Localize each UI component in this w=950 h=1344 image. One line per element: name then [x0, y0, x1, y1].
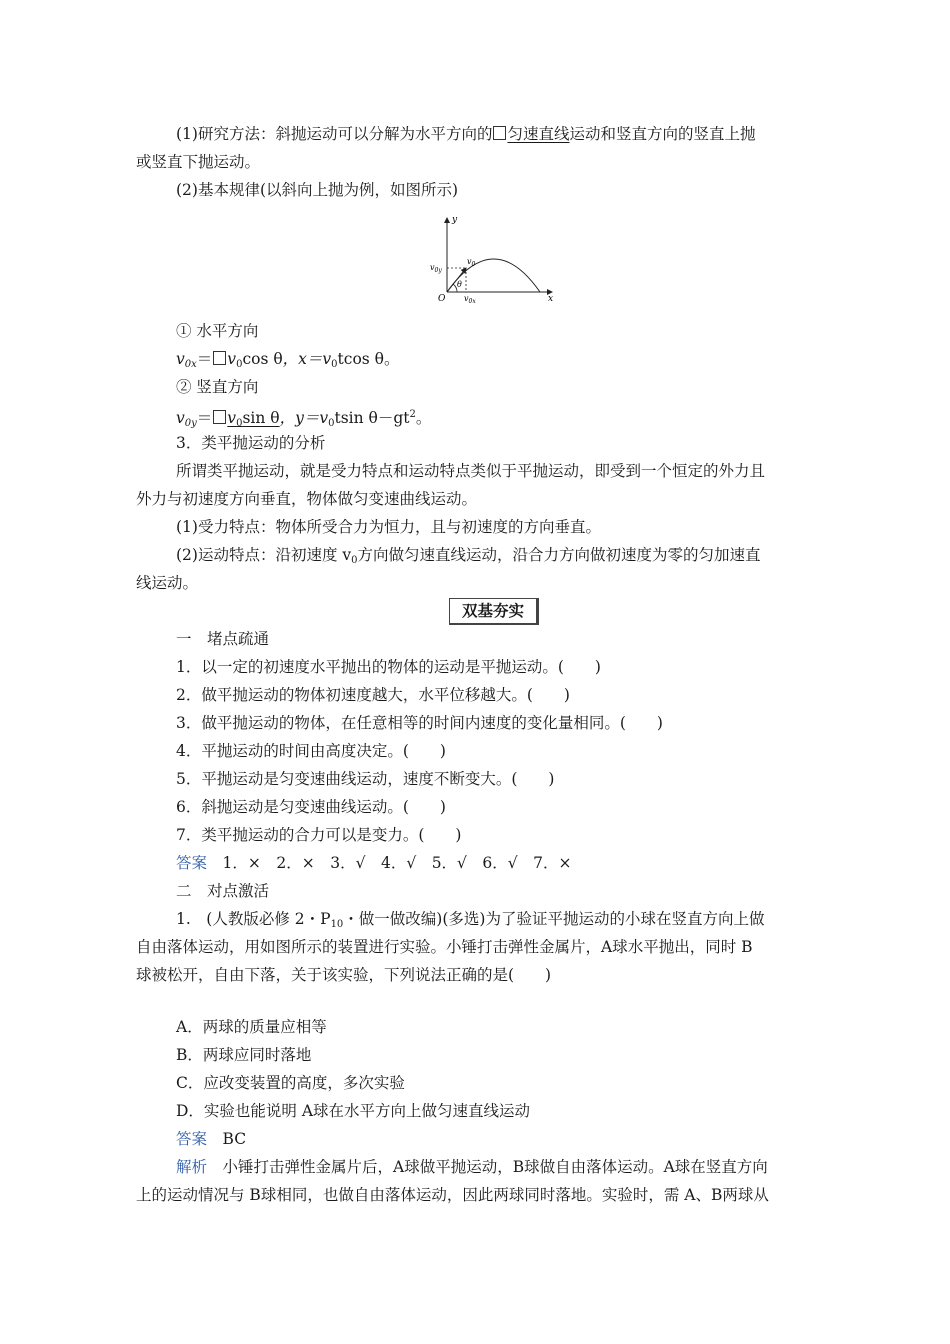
- section3-p1-line2: 外力与初速度方向垂直，物体做匀变速曲线运动。: [136, 490, 478, 508]
- list-item: 4．平抛运动的时间由高度决定。( ): [176, 742, 446, 760]
- q1-line1: 1. (人教版必修 2・$P_{10}$・做一做改编)(多选)为了验证平抛运动的小球在竖直方向上做: [176, 910, 765, 930]
- section3-p3-line2: 线运动。: [136, 574, 199, 592]
- section-title-box: 双基夯实: [449, 598, 539, 625]
- fill-blank-box: [213, 410, 226, 424]
- analysis-line1: 解析 小锤打击弹性金属片后，A球做平抛运动，B球做自由落体运动。A球在竖直方向: [176, 1158, 768, 1176]
- part1-heading: 一 堵点疏通: [176, 630, 270, 648]
- section3-p3-line1: (2)运动特点：沿初速度 $v_0$方向做匀速直线运动，沿合力方向做初速度为零的匀加速直: [176, 546, 761, 566]
- label-x: x: [548, 294, 554, 304]
- answer-label: 答案: [176, 1130, 208, 1148]
- section3-p1-line1: 所谓类平抛运动，就是受力特点和运动特点类似于平抛运动，即受到一个恒定的外力且: [176, 462, 766, 480]
- list-item: 6．斜抛运动是匀变速曲线运动。( ): [176, 798, 446, 816]
- analysis-label: 解析: [176, 1158, 208, 1176]
- part2-heading: 二 对点激活: [176, 882, 270, 900]
- section3-title: 3．类平抛运动的分析: [176, 434, 326, 452]
- answer-label: 答案: [176, 854, 208, 872]
- option-c: C．应改变装置的高度，多次实验: [176, 1074, 405, 1092]
- option-d: D．实验也能说明 A球在水平方向上做匀速直线运动: [176, 1102, 531, 1120]
- research-method-line1: (1)研究方法：斜抛运动可以分解为水平方向的 匀速直线运动和竖直方向的竖直上抛: [176, 125, 756, 143]
- horizontal-title: ① 水平方向: [176, 322, 259, 340]
- part1-answer: 答案 1．× 2．× 3．√ 4．√ 5．√ 6．√ 7．×: [176, 854, 572, 872]
- fill-blank-box: [493, 126, 506, 140]
- list-item: 3．做平抛运动的物体，在任意相等的时间内速度的变化量相同。( ): [176, 714, 663, 732]
- vertical-equation: $v_{0y}= v_0\sin$ θ，$y=v_0tsin$ $\theta-gt^2$。: [176, 409, 432, 429]
- label-v0: $v_0$: [467, 257, 476, 268]
- projectile-diagram: [428, 212, 568, 304]
- research-method-line2: 或竖直下抛运动。: [136, 153, 261, 171]
- list-item: 1．以一定的初速度水平抛出的物体的运动是平抛运动。( ): [176, 658, 601, 676]
- q1-line2: 自由落体运动，用如图所示的装置进行实验。小锤打击弹性金属片，A球水平抛出，同时 B: [136, 938, 753, 956]
- horizontal-equation: $v_{0x}= v_0\cos$ θ，$x=v_0tcos$ θ。: [176, 350, 400, 370]
- label-theta: θ: [457, 280, 462, 289]
- list-item: 5．平抛运动是匀变速曲线运动，速度不断变大。( ): [176, 770, 555, 788]
- option-b: B．两球应同时落地: [176, 1046, 312, 1064]
- label-v0x: $v_{0x}$: [464, 294, 476, 304]
- list-item: 2．做平抛运动的物体初速度越大，水平位移越大。( ): [176, 686, 570, 704]
- q1-line3: 球被松开，自由下落，关于该实验，下列说法正确的是( ): [136, 966, 552, 984]
- analysis-line2: 上的运动情况与 B球相同，也做自由落体运动，因此两球同时落地。实验时，需 A、B两球从: [136, 1186, 769, 1204]
- label-y: y: [452, 215, 458, 225]
- fill-answer: 匀速直线: [507, 125, 570, 143]
- basic-law-line: (2)基本规律(以斜向上抛为例，如图所示): [176, 181, 459, 199]
- section3-p2: (1)受力特点：物体所受合力为恒力，且与初速度的方向垂直。: [176, 518, 601, 536]
- label-v0y: $v_{0y}$: [430, 263, 442, 274]
- fill-blank-box: [213, 351, 226, 365]
- vertical-title: ② 竖直方向: [176, 378, 259, 396]
- part2-answer: 答案 BC: [176, 1130, 247, 1148]
- list-item: 7．类平抛运动的合力可以是变力。( ): [176, 826, 462, 844]
- label-o: O: [438, 294, 446, 304]
- option-a: A．两球的质量应相等: [176, 1018, 327, 1036]
